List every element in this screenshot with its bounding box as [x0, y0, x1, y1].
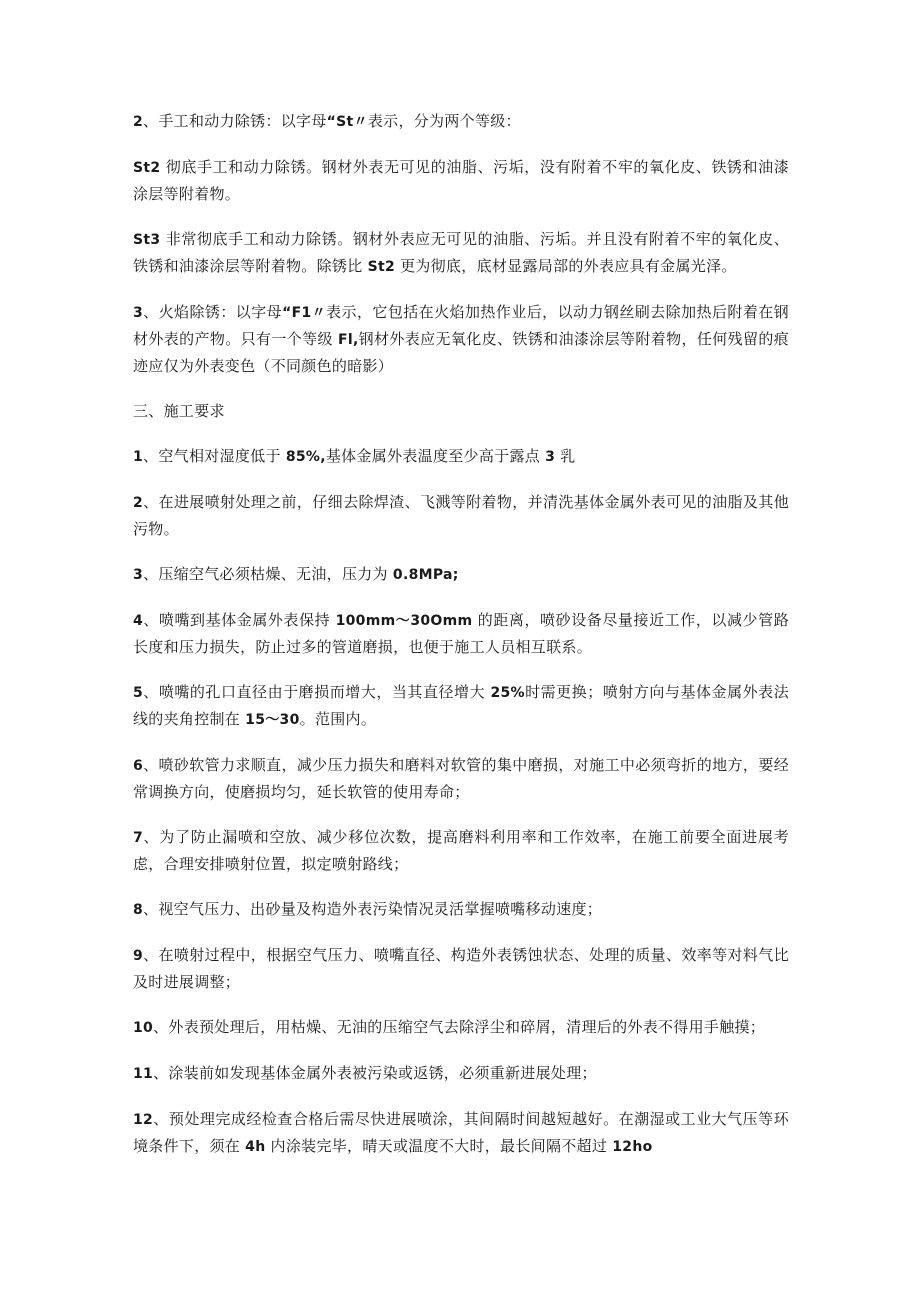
- paragraph: [133, 1106, 789, 1160]
- bold-text-run: 2: [133, 495, 144, 511]
- paragraph: [133, 607, 789, 660]
- paragraph: [133, 1060, 789, 1087]
- bold-text-run: 2: [133, 114, 144, 130]
- text-run: 、空气相对湿度低于: [143, 447, 286, 465]
- bold-text-run: 0.8MPa;: [392, 567, 459, 583]
- bold-text-run: 11: [133, 1066, 154, 1082]
- text-run: 乳: [555, 447, 576, 465]
- section-heading: [133, 398, 789, 424]
- paragraph: [133, 1014, 789, 1041]
- text-run: 、视空气压力、出砂量及构造外表污染情况灵活掌握喷嘴移动速度；: [143, 900, 603, 918]
- paragraph: [133, 679, 789, 733]
- paragraph: [133, 443, 789, 470]
- text-run: 、在喷射过程中，根据空气压力、喷嘴直径、构造外表锈蚀状态、处理的质量、效率等对料气比及时进展调整；: [133, 946, 789, 991]
- text-run: 、喷嘴的孔口直径由于磨损而增大，当其直径增大: [143, 683, 491, 701]
- bold-text-run: 10: [133, 1020, 154, 1036]
- paragraph: [133, 226, 789, 280]
- text-run: 、为了防止漏喷和空放、减少移位次数，提高磨料利用率和工作效率，在施工前要全面进展考虑，合理安排喷射位置，拟定喷射路线；: [133, 828, 789, 873]
- text-run: 时需更换；喷射方向与基体金属外表法线的夹角控制在: [133, 683, 790, 728]
- paragraph: [133, 561, 789, 588]
- bold-text-run: 3: [133, 567, 144, 583]
- bold-text-run: 3: [545, 449, 556, 465]
- text-run: 、涂装前如发现基体金属外表被污染或返锈，必须重新进展处理；: [153, 1064, 597, 1082]
- text-run: 、火焰除锈：以字母: [143, 303, 283, 321]
- paragraph: [133, 108, 789, 135]
- bold-text-run: 15～30: [245, 712, 300, 728]
- paragraph: [133, 896, 789, 923]
- text-run: 、喷砂软管力求顺直，减少压力损失和磨料对软管的集中磨损，对施工中必须弯折的地方，要经常调换方向，使磨损均匀，延长软管的使用寿命；: [133, 756, 789, 801]
- bold-text-run: 100mm～30Omm: [335, 613, 473, 629]
- text-run: 、手工和动力除锈：以字母: [143, 112, 327, 130]
- bold-text-run: 6: [133, 758, 144, 774]
- text-run: 三、施工要求: [133, 402, 225, 420]
- text-run: 钢材外表应无氧化皮、铁锈和油漆涂层等附着物，任何残留的痕迹应仅为外表变色（不同颜色的暗影）: [133, 330, 789, 375]
- text-run: 表示，它包括在火焰加热作业后，以动力钢丝刷去除加热后附着在钢材外表的产物。只有一个等级: [133, 303, 789, 348]
- text-run: 、喷嘴到基体金属外表保持: [143, 611, 336, 629]
- bold-text-run: 25%: [490, 685, 525, 701]
- paragraph: [133, 942, 789, 995]
- bold-text-run: St3: [133, 232, 161, 248]
- bold-text-run: St2: [367, 259, 395, 275]
- text-run: 、在进展喷射处理之前，仔细去除焊渣、飞溅等附着物，并清洗基体金属外表可见的油脂及其他污物。: [133, 493, 789, 538]
- bold-text-run: 12ho: [612, 1139, 653, 1155]
- paragraph: [133, 154, 789, 207]
- bold-text-run: 9: [133, 948, 144, 964]
- text-run: 、预处理完成经检查合格后需尽快进展喷涂，其间隔时间越短越好。在潮湿或工业大气压等环境条件下，须在: [133, 1110, 789, 1155]
- bold-text-run: “St〃: [326, 114, 368, 130]
- bold-text-run: St2: [133, 160, 161, 176]
- text-run: 表示，分为两个等级：: [367, 112, 521, 130]
- bold-text-run: 12: [133, 1112, 154, 1128]
- text-run: 内涂装完毕，晴天或温度不大时，最长间隔不超过: [265, 1137, 613, 1155]
- bold-text-run: 1: [133, 449, 144, 465]
- text-run: 的距离，喷砂设备尽量接近工作，以减少管路长度和压力损失，防止过多的管道磨损，也便于施工人员相互联系。: [133, 611, 789, 656]
- document-body: [133, 108, 789, 1179]
- bold-text-run: 8: [133, 902, 144, 918]
- text-run: 基体金属外表温度至少高于露点: [325, 447, 546, 465]
- text-run: 非常彻底手工和动力除锈。钢材外表应无可见的油脂、污垢。并且没有附着不牢的氧化皮、铁锈和油漆涂层等附着物。除锈比: [133, 230, 789, 275]
- paragraph: [133, 824, 789, 877]
- text-run: 、外表预处理后，用枯燥、无油的压缩空气去除浮尘和碎屑，清理后的外表不得用手触摸；: [153, 1018, 766, 1036]
- bold-text-run: Fl,: [337, 332, 359, 348]
- bold-text-run: 7: [133, 830, 144, 846]
- text-run: 。范围内。: [299, 710, 377, 728]
- paragraph: [133, 299, 789, 379]
- paragraph: [133, 752, 789, 805]
- bold-text-run: 4h: [245, 1139, 266, 1155]
- paragraph: [133, 489, 789, 542]
- text-run: 更为彻底，底材显露局部的外表应具有金属光泽。: [395, 257, 737, 275]
- bold-text-run: “F1〃: [282, 305, 327, 321]
- text-run: 、压缩空气必须枯燥、无油，压力为: [143, 565, 393, 583]
- bold-text-run: 3: [133, 305, 144, 321]
- bold-text-run: 85%,: [285, 449, 326, 465]
- bold-text-run: 4: [133, 613, 144, 629]
- bold-text-run: 5: [133, 685, 144, 701]
- text-run: 彻底手工和动力除锈。钢材外表无可见的油脂、污垢，没有附着不牢的氧化皮、铁锈和油漆涂层等附着物。: [133, 158, 789, 203]
